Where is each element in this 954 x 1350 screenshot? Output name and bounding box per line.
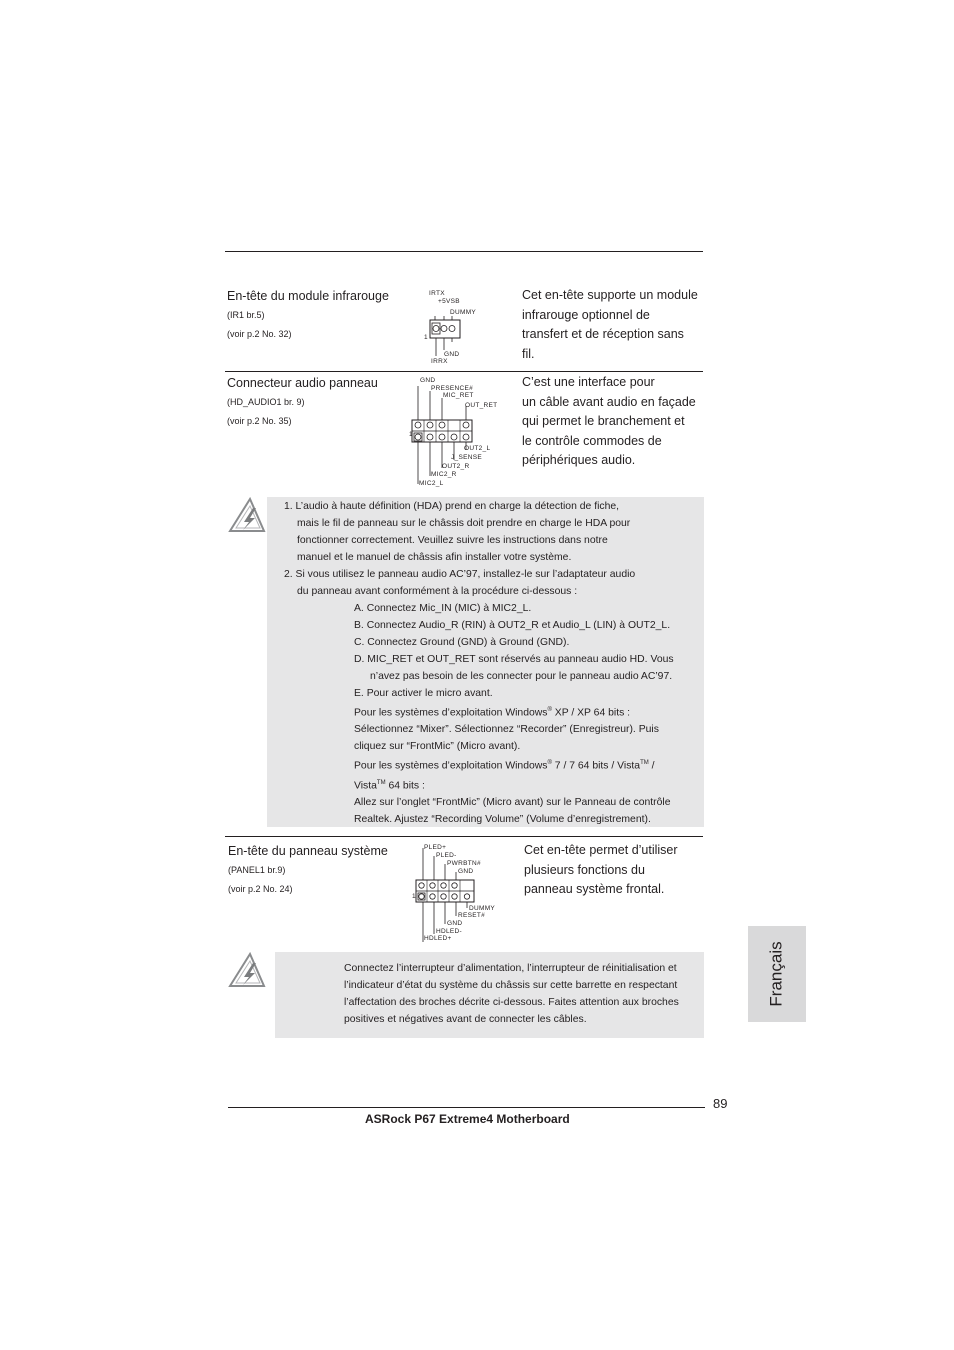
- ir-pin-irrx: IRRX: [431, 358, 448, 365]
- audio-pin-j-sense: J_SENSE: [451, 454, 483, 461]
- panel-pin-gnd-top: GND: [458, 868, 474, 875]
- ir-pin-irtx: IRTX: [429, 290, 445, 297]
- audio-pin-mic-ret: MIC_RET: [443, 392, 474, 399]
- audio-pin-out2-r: OUT2_R: [442, 463, 470, 470]
- warning-icon: [226, 497, 268, 535]
- ir-description: Cet en-tête supporte un module infrarouge optionnel de transfert et de réception sans fil.: [522, 288, 698, 361]
- audio-note-text: 1. L’audio à haute définition (HDA) prend en charge la détection de fiche, mais le fil de panneau sur le châssis doit prendre en charge le HDA pour fonctionner correctement. Veuillez suivre les instructions dans notre manuel et le manuel de châssis afin installer votre système. 2. Si vous utilisez le panneau audio AC’97, installez-le sur l’adaptateur audio du panneau avant conformément à la procédure ci-dessous : A. Connectez Mic_IN (MIC) à MIC2_L. B. Connectez Audio_R (RIN) à OUT2_R et Audio_L (LIN) à OUT2_L. C. Connectez Ground (GND) à Ground (GND). D. MIC_RET et OUT_RET sont réservés au panneau audio HD. Vous n’avez pas besoin de les connecter pour le panneau audio AC’97. E. Pour activer le micro avant. Pour les systèmes d’exploitation Windows® XP / XP 64 bits : Sélectionnez “Mixer”. Sélectionnez “Recorder” (Enregistreur). Puis cliquez sur “FrontMic” (Micro avant). Pour les systèmes d’exploitation Windows® 7 / 7 64 bits / Vista™ / Vista™ 64 bits : Allez sur l’onglet “FrontMic” (Micro avant) sur le Panneau de contrôle Realtek. Ajustez “Recording Volume” (Volume d’enregistrement).: [284, 501, 674, 826]
- panel-page-ref: (voir p.2 No. 24): [228, 884, 293, 894]
- page-number: 89: [713, 1096, 728, 1111]
- audio-pin-mic2-l: MIC2_L: [419, 480, 444, 487]
- top-divider: [225, 251, 703, 252]
- panel-pin-hdled-minus: HDLED-: [436, 928, 462, 935]
- ir-pin-5vsb: +5VSB: [438, 298, 460, 305]
- audio-pin-presence: PRESENCE#: [431, 385, 474, 392]
- panel-title: En-tête du panneau système: [228, 844, 388, 858]
- ir-title: En-tête du module infrarouge: [227, 289, 389, 303]
- panel-pin-1: 1: [412, 893, 416, 900]
- audio-title: Connecteur audio panneau: [227, 376, 378, 390]
- audio-pin-mic2-r: MIC2_R: [431, 471, 457, 478]
- ir-pin-dummy: DUMMY: [450, 309, 477, 316]
- footer-rule: [228, 1107, 705, 1108]
- audio-pin-out2-l: OUT2_L: [464, 445, 491, 452]
- ir-header-diagram: [424, 316, 464, 356]
- panel-pin-gnd-bottom: GND: [447, 920, 463, 927]
- divider-audio-panel: [225, 836, 703, 837]
- ir-pin-1: 1: [424, 334, 428, 341]
- ir-ref: (IR1 br.5): [227, 310, 265, 320]
- language-tab: Français: [748, 926, 806, 1022]
- audio-ref: (HD_AUDIO1 br. 9): [227, 397, 305, 407]
- footer-product: ASRock P67 Extreme4 Motherboard: [365, 1112, 570, 1126]
- panel-pin-pled-minus: PLED-: [436, 852, 457, 859]
- panel-note-text: Connectez l’interrupteur d’alimentation, l’interrupteur de réinitialisation et l’indicateur d’état du système du châssis sur cette barrette en respectant l’affectation des broches décrite ci-dessous. Faites attention aux broches positives et négatives avant de connecter les câbles.: [344, 963, 679, 1025]
- warning-icon: [226, 952, 268, 990]
- panel-pin-hdled-plus: HDLED+: [424, 935, 452, 942]
- audio-pin-1: 1: [409, 431, 413, 438]
- audio-pin-gnd: GND: [420, 377, 436, 384]
- panel-pin-pled-plus: PLED+: [424, 844, 447, 851]
- panel-description: Cet en-tête permet d’utiliser plusieurs fonctions du panneau système frontal.: [524, 843, 678, 896]
- panel-pin-pwrbtn: PWRBTN#: [447, 860, 481, 867]
- panel-pin-reset: RESET#: [458, 912, 486, 919]
- audio-pin-out-ret: OUT_RET: [465, 402, 498, 409]
- audio-page-ref: (voir p.2 No. 35): [227, 416, 292, 426]
- ir-page-ref: (voir p.2 No. 32): [227, 329, 292, 339]
- audio-description: C’est une interface pour un câble avant audio en façade qui permet le branchement et le contrôle commodes de périphériques audio.: [522, 375, 696, 467]
- ir-pin-gnd: GND: [444, 351, 460, 358]
- panel-pin-dummy: DUMMY: [469, 905, 496, 912]
- panel-ref: (PANEL1 br.9): [228, 865, 286, 875]
- divider-ir-audio: [225, 371, 703, 372]
